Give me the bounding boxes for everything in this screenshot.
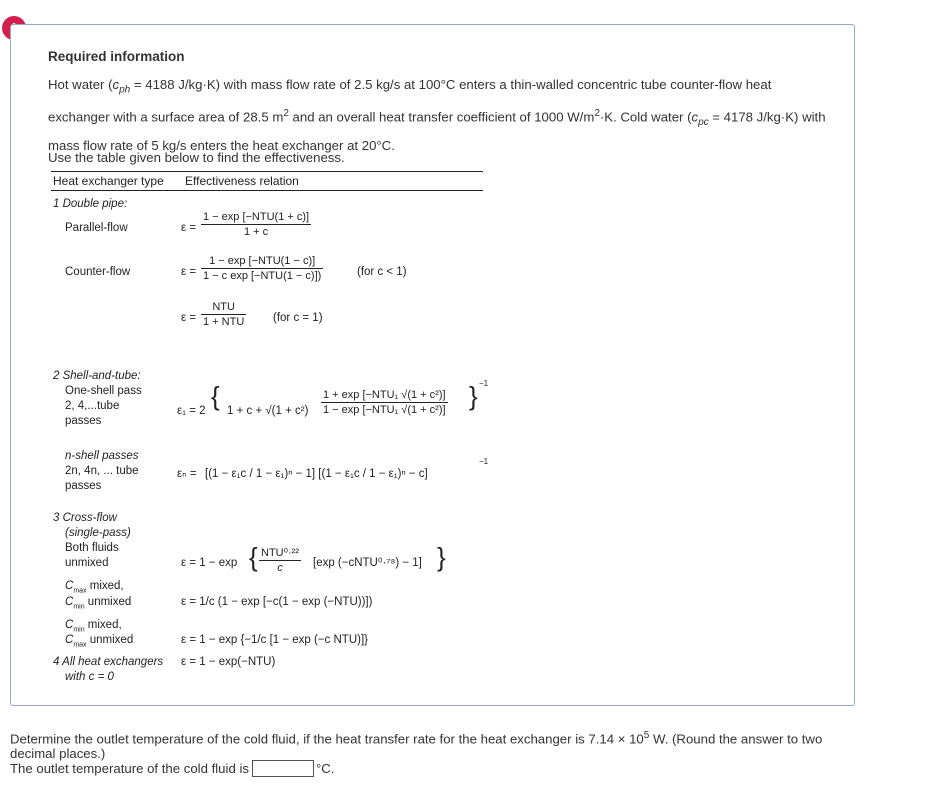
- answer-line: [10, 760, 334, 777]
- question-text: Determine the outlet temperature of the cold fluid, if the heat transfer rate for the heat exchanger is $7.14 \times 10^5$ W. (Round the answer to two decimal places.): [10, 730, 823, 762]
- table-top-rule: [51, 171, 483, 172]
- eq-cross-cmin: ε = 1 − exp {−1/c [1 − exp (−c NTU)]}: [181, 634, 368, 646]
- section-all-exchangers-sub: with c = 0: [65, 671, 114, 683]
- required-information-panel: [10, 24, 855, 706]
- brace-left: {: [249, 542, 258, 572]
- section-shell-and-tube: 2 Shell-and-tube:: [53, 370, 141, 382]
- col-header-type: Heat exchanger type: [53, 174, 164, 188]
- label-one-shell: One-shell pass: [65, 385, 142, 397]
- label-cmin-unmixed: $C_{min}$ unmixed: [65, 596, 132, 611]
- eq-nshell-exp: −1: [479, 457, 489, 466]
- eq-nshell-lhs: εₙ =: [177, 468, 197, 480]
- eq-parallel-flow: 1 − exp [−NTU(1 + c)] 1 + c: [203, 211, 310, 238]
- answer-prefix: The outlet temperature of the cold fluid is: [10, 761, 249, 776]
- label-both-unmixed: Both fluids: [65, 542, 119, 554]
- label-cmin-mixed: $C_{min}$ mixed,: [65, 619, 122, 634]
- label-one-shell: 2, 4,...tube: [65, 400, 120, 412]
- label-n-shell: 2n, 4n, ... tube: [65, 465, 139, 477]
- brace-right: }: [469, 381, 478, 411]
- brace-right: }: [437, 542, 446, 572]
- section-cross-flow-sub: (single-pass): [65, 527, 131, 539]
- section-cross-flow: 3 Cross-flow: [53, 512, 117, 524]
- eq-cross-pre: ε = 1 − exp: [181, 557, 238, 569]
- panel-title: Required information: [48, 49, 185, 64]
- section-all-exchangers: 4 All heat exchangers: [53, 656, 164, 668]
- problem-statement: Hot water ($c_{ph} = 4188$ J/kg·K) with mass flow rate of 2.5 kg/s at 100°C enters a thin-walled concentric tube counter-flow heat exchanger with a surface area of 28.5 $m^2$ and an overall heat transfer coefficient of 1000 $W/m^2\cdot K$. Cold water ($c_{pc} = 4178$ J/kg·K) with mass flow rate of 5 kg/s enters the heat exchanger at 20°C.: [48, 77, 826, 153]
- eq-nshell-body: [(1 − ε₁c / 1 − ε₁)ⁿ − 1] [(1 − ε₁c / 1 − ε₁)ⁿ − c]: [205, 468, 428, 480]
- eq-shell-fraction: 1 + exp [−NTU₁ √(1 + c²)] 1 − exp [−NTU₁ √(1 + c²)]: [323, 389, 446, 416]
- label-cmax-mixed: $C_{max}$ mixed,: [65, 580, 124, 595]
- answer-input[interactable]: [252, 760, 314, 777]
- eq-shell-exp: −1: [479, 379, 489, 388]
- eq-counter-condition: (for c < 1): [357, 266, 407, 278]
- label-one-shell: passes: [65, 415, 102, 427]
- eq-epsilon: ε =: [181, 266, 197, 278]
- use-table-instruction: Use the table given below to find the effectiveness.: [48, 150, 345, 165]
- col-header-relation: Effectiveness relation: [185, 174, 299, 188]
- eq-cross-fraction: NTU⁰·²² c: [261, 547, 300, 574]
- eq-epsilon: ε =: [181, 312, 197, 324]
- eq-cross-post: [exp (−cNTU⁰·⁷⁸) − 1]: [313, 557, 422, 569]
- eq-epsilon: ε =: [181, 222, 197, 234]
- answer-unit: °C.: [315, 761, 335, 776]
- label-counter-flow: Counter-flow: [65, 266, 131, 278]
- eq-counter-flow: 1 − exp [−NTU(1 − c)] 1 − c exp [−NTU(1 − c)]): [203, 255, 322, 282]
- eq-cross-cmax: ε = 1/c (1 − exp [−c(1 − exp (−NTU))]): [181, 596, 373, 608]
- effectiveness-table: [51, 171, 489, 683]
- eq-counter-c1-condition: (for c = 1): [273, 312, 323, 324]
- eq-shell-lhs: ε₁ = 2: [177, 405, 206, 417]
- label-parallel-flow: Parallel-flow: [65, 222, 128, 234]
- section-double-pipe: 1 Double pipe:: [53, 198, 128, 210]
- label-n-shell: n-shell passes: [65, 450, 139, 462]
- label-n-shell: passes: [65, 480, 102, 492]
- label-cmax-unmixed: $C_{max}$ unmixed: [65, 634, 134, 649]
- brace-left: {: [211, 381, 220, 411]
- label-both-unmixed: unmixed: [65, 557, 109, 569]
- eq-counter-flow-c1: NTU 1 + NTU: [203, 301, 245, 328]
- eq-shell-mid: 1 + c + √(1 + c²): [227, 405, 309, 417]
- table-header-rule: [51, 190, 483, 191]
- eq-all-exchangers: ε = 1 − exp(−NTU): [181, 656, 276, 668]
